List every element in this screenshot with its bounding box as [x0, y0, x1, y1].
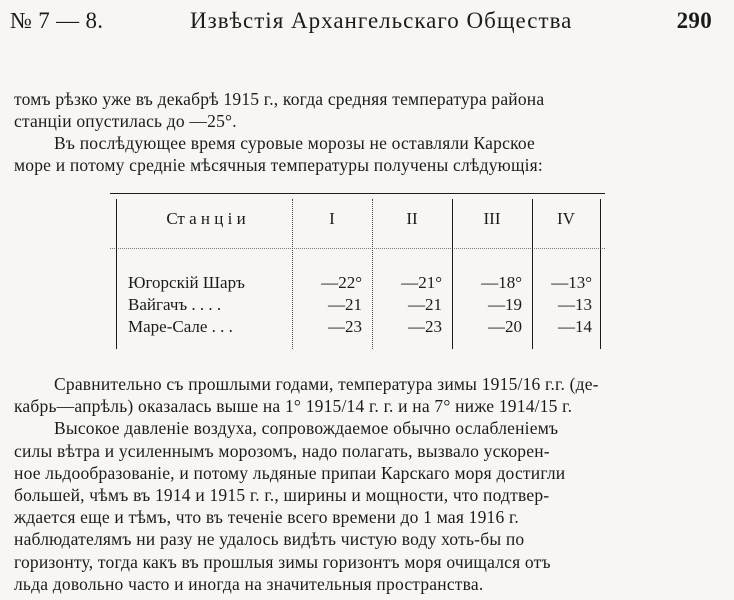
text-line: горизонту, тогда какъ въ прошлыя зимы горизонтъ моря очищался отъ	[14, 551, 551, 572]
journal-title: Извѣстія Архангельскаго Общества	[190, 8, 573, 33]
table-header-month: II	[406, 209, 418, 228]
table-header-month: III	[483, 209, 501, 228]
page-header	[10, 8, 712, 38]
text-line: море и потому средніе мѣсячныя температуры получены слѣдующія:	[14, 155, 543, 175]
table-header-month: IV	[557, 209, 575, 228]
table-border-right	[600, 199, 601, 349]
table-cell-value: —21	[328, 295, 362, 314]
issue-number: № 7 — 8.	[10, 8, 104, 33]
table-border-left	[116, 199, 117, 349]
table-header-station: Ст а н ц і и	[166, 209, 246, 228]
text-line: льда довольно часто и иногда на значительныя пространства.	[14, 573, 484, 594]
table-cell-value: —14	[558, 317, 592, 336]
table-cell-station: Вайгачъ . . . .	[128, 295, 222, 314]
text-line: кабрь—апрѣль) оказалась выше на 1° 1915/14 г. г. и на 7° ниже 1914/15 г.	[14, 396, 573, 417]
text-line: Въ послѣдующее время суровые морозы не оставляли Карское	[54, 133, 536, 153]
table-cell-value: —13°	[551, 273, 592, 292]
text-line: станціи опустилась до —25°.	[14, 111, 237, 131]
temperature-table	[110, 193, 605, 358]
table-cell-value: —20	[488, 317, 522, 336]
table-cell-value: —21°	[401, 273, 442, 292]
table-cell-value: —21	[408, 295, 442, 314]
table-cell-value: —22°	[321, 273, 362, 292]
table-cell-value: —13	[558, 295, 592, 314]
text-line: ное льдообразованіе, и потому льдяные припаи Карскаго моря достигли	[14, 462, 566, 483]
table-cell-station: Маре-Сале . . .	[128, 317, 233, 336]
table-top-rule	[110, 193, 605, 194]
table-header-month: I	[329, 209, 335, 228]
text-line: большей, чѣмъ въ 1914 и 1915 г. г., ширины и мощности, что подтвер-	[14, 485, 550, 506]
text-line: Высокое давленіе воздуха, сопровождаемое обычно ослабленіемъ	[54, 418, 559, 439]
text-line: Сравнительно съ прошлыми годами, температура зимы 1915/16 г.г. (де-	[54, 374, 599, 394]
text-line: ждается еще и тѣмъ, что въ теченіе всего времени до 1 мая 1916 г.	[14, 507, 519, 528]
text-line: силы вѣтра и усиленнымъ морозомъ, надо полагать, вызвало ускорен-	[14, 440, 550, 461]
table-cell-value: —23	[328, 317, 362, 336]
text-line: наблюдателямъ ни разу не удалось видѣть чистую воду хоть-бы по	[14, 529, 525, 550]
page-number: 290	[676, 8, 712, 33]
table-cell-value: —23	[408, 317, 442, 336]
paragraph-comparison	[14, 373, 720, 595]
table-cell-station: Югорскій Шаръ	[128, 273, 245, 292]
table-cell-value: —19	[488, 295, 522, 314]
text-line: томъ рѣзко уже въ декабрѣ 1915 г., когда средняя температура района	[14, 89, 545, 109]
table-cell-value: —18°	[481, 273, 522, 292]
table-header-rule	[110, 248, 605, 249]
paragraph-intro	[14, 88, 720, 176]
